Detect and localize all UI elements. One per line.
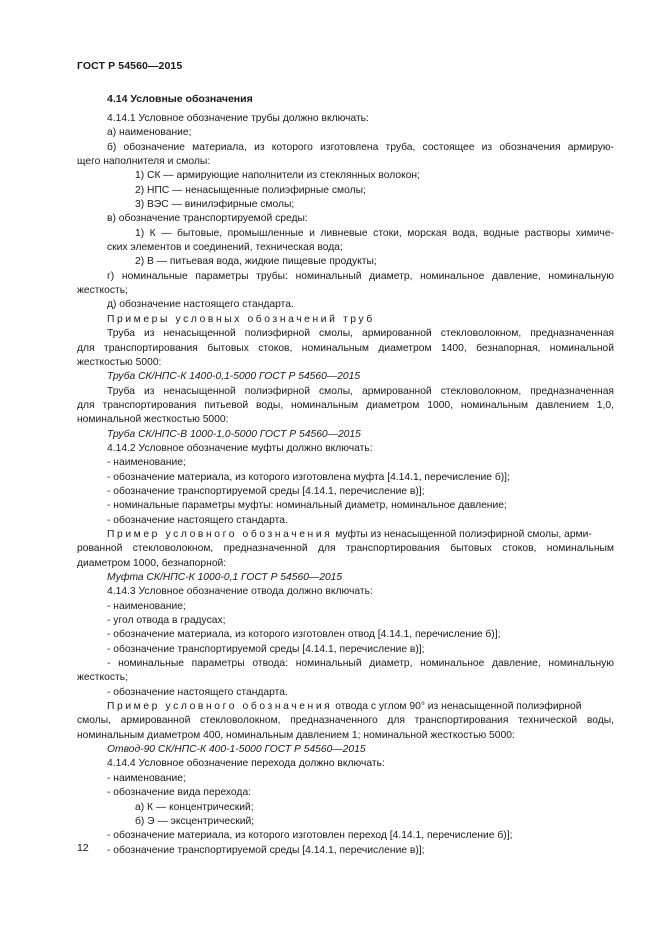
examples-heading: Примеры условных обозначений труб <box>107 313 375 325</box>
example-line <box>77 700 614 714</box>
list-item: а) наименование; <box>107 127 192 139</box>
list-item: - обозначение транспортируемой среды [4.14.1, перечисление в)]; <box>107 844 425 856</box>
list-item: - номинальные параметры отвода: номинальный диаметр, номинальное давление, номинальную <box>107 658 614 670</box>
sub-list-item: 2) НПС — ненасыщенные полиэфирные смолы; <box>135 184 366 196</box>
list-item-continuation: жесткость; <box>77 672 128 684</box>
example-label: Пример условного обозначения <box>107 701 333 713</box>
sub-list-item: 1) СК — армирующие наполнители из стеклянных волокон; <box>135 170 420 182</box>
list-item: - наименование; <box>107 772 186 784</box>
clause-4-14-3: 4.14.3 Условное обозначение отвода должно включать: <box>107 586 373 598</box>
list-item: - наименование; <box>107 600 186 612</box>
example-text: рованной стекловолокном, предназначенной для транспортирования бытовых стоков, номинальным <box>77 543 614 555</box>
clause-4-14-2: 4.14.2 Условное обозначение муфты должно включать: <box>107 442 373 454</box>
list-item: - обозначение настоящего стандарта. <box>107 514 288 526</box>
clause-4-14-1: 4.14.1 Условное обозначение трубы должно включать: <box>107 113 369 124</box>
example-text: жесткостью 5000: <box>77 356 162 368</box>
clause-4-14-4: 4.14.4 Условное обозначение перехода должно включать: <box>107 758 385 770</box>
example-text: для транспортирования бытовых стоков, номинальным диаметром 1400, безнапорная, номинальной <box>77 342 614 354</box>
sub-list-item: 2) В — питьевая вода, жидкие пищевые продукты; <box>135 256 377 268</box>
example-label: Пример условного обозначения <box>107 528 333 540</box>
example-designation: Труба СК/НПС-К 1400-0,1-5000 ГОСТ Р 54560—2015 <box>107 371 361 383</box>
example-text: номинальным диаметром 400, номинальным давлением 1; номинальной жесткостью 5000: <box>77 729 515 741</box>
example-text: муфты из ненасыщенной полиэфирной смолы, арми- <box>332 528 592 540</box>
list-item-continuation: жесткость; <box>77 285 128 297</box>
list-item: б) обозначение материала, из которого изготовлена труба, состоящее из обозначения армирую- <box>107 141 614 153</box>
sub-list-item: 3) ВЭС — винилэфирные смолы; <box>135 199 295 211</box>
example-designation: Труба СК/НПС-В 1000-1,0-5000 ГОСТ Р 54560—2015 <box>107 428 361 440</box>
list-item: - угол отвода в градусах; <box>107 615 226 627</box>
example-designation: Отвод-90 СК/НПС-К 400-1-5000 ГОСТ Р 54560—2015 <box>107 744 366 756</box>
example-text: номинальной жесткостью 5000: <box>77 414 229 426</box>
list-item: д) обозначение настоящего стандарта. <box>107 299 294 311</box>
sub-list-item: 1) К — бытовые, промышленные и ливневые стоки, морская вода, водные растворы химиче- <box>135 227 614 239</box>
example-text: Труба из ненасыщенной полиэфирной смолы, армированной стекловолокном, предназначенная <box>107 385 614 397</box>
list-item: - обозначение транспортируемой среды [4.14.1, перечисление в)]; <box>107 485 425 497</box>
list-item: - обозначение вида перехода: <box>107 787 252 799</box>
sub-list-item-continuation: ских элементов и соединений, техническая вода; <box>107 242 343 254</box>
document-body <box>77 112 614 858</box>
example-designation: Муфта СК/НПС-К 1000-0,1 ГОСТ Р 54560—2015 <box>107 572 343 583</box>
example-text: для транспортирования питьевой воды, номинальным диаметром 1000, номинальным давлением 1,0, <box>77 399 614 411</box>
example-text: Труба из ненасыщенной полиэфирной смолы, армированной стекловолокном, предназначенная <box>107 328 614 340</box>
example-text: диаметром 1000, безнапорной: <box>77 557 227 569</box>
list-item: - обозначение материала, из которого изготовлен переход [4.14.1, перечисление б)]; <box>107 830 513 842</box>
section-title: 4.14 Условные обозначения <box>107 93 253 105</box>
list-item: - наименование; <box>107 457 186 469</box>
list-item: - номинальные параметры муфты: номинальный диаметр, номинальное давление; <box>107 500 507 512</box>
list-item-continuation: щего наполнителя и смолы: <box>77 156 211 168</box>
list-item: в) обозначение транспортируемой среды: <box>107 213 308 225</box>
page-number: 12 <box>77 842 89 854</box>
example-text: отвода с углом 90° из ненасыщенной полиэфирной <box>332 701 582 713</box>
example-line <box>77 528 614 542</box>
list-item: - обозначение материала, из которого изготовлен отвод [4.14.1, перечисление б)]; <box>107 629 501 641</box>
sub-list-item: а) К — концентрический; <box>135 801 254 813</box>
sub-list-item: б) Э — эксцентрический; <box>135 815 255 827</box>
document-header: ГОСТ Р 54560—2015 <box>77 60 183 72</box>
list-item: - обозначение настоящего стандарта. <box>107 686 288 698</box>
example-text: смолы, армированной стекловолокном, предназначенного для транспортирования технической воды, <box>77 715 614 727</box>
list-item: - обозначение транспортируемой среды [4.14.1, перечисление в)]; <box>107 643 425 655</box>
list-item: - обозначение материала, из которого изготовлена муфта [4.14.1, перечисление б)]; <box>107 471 510 483</box>
list-item: г) номинальные параметры трубы: номинальный диаметр, номинальное давление, номинальную <box>107 270 614 282</box>
